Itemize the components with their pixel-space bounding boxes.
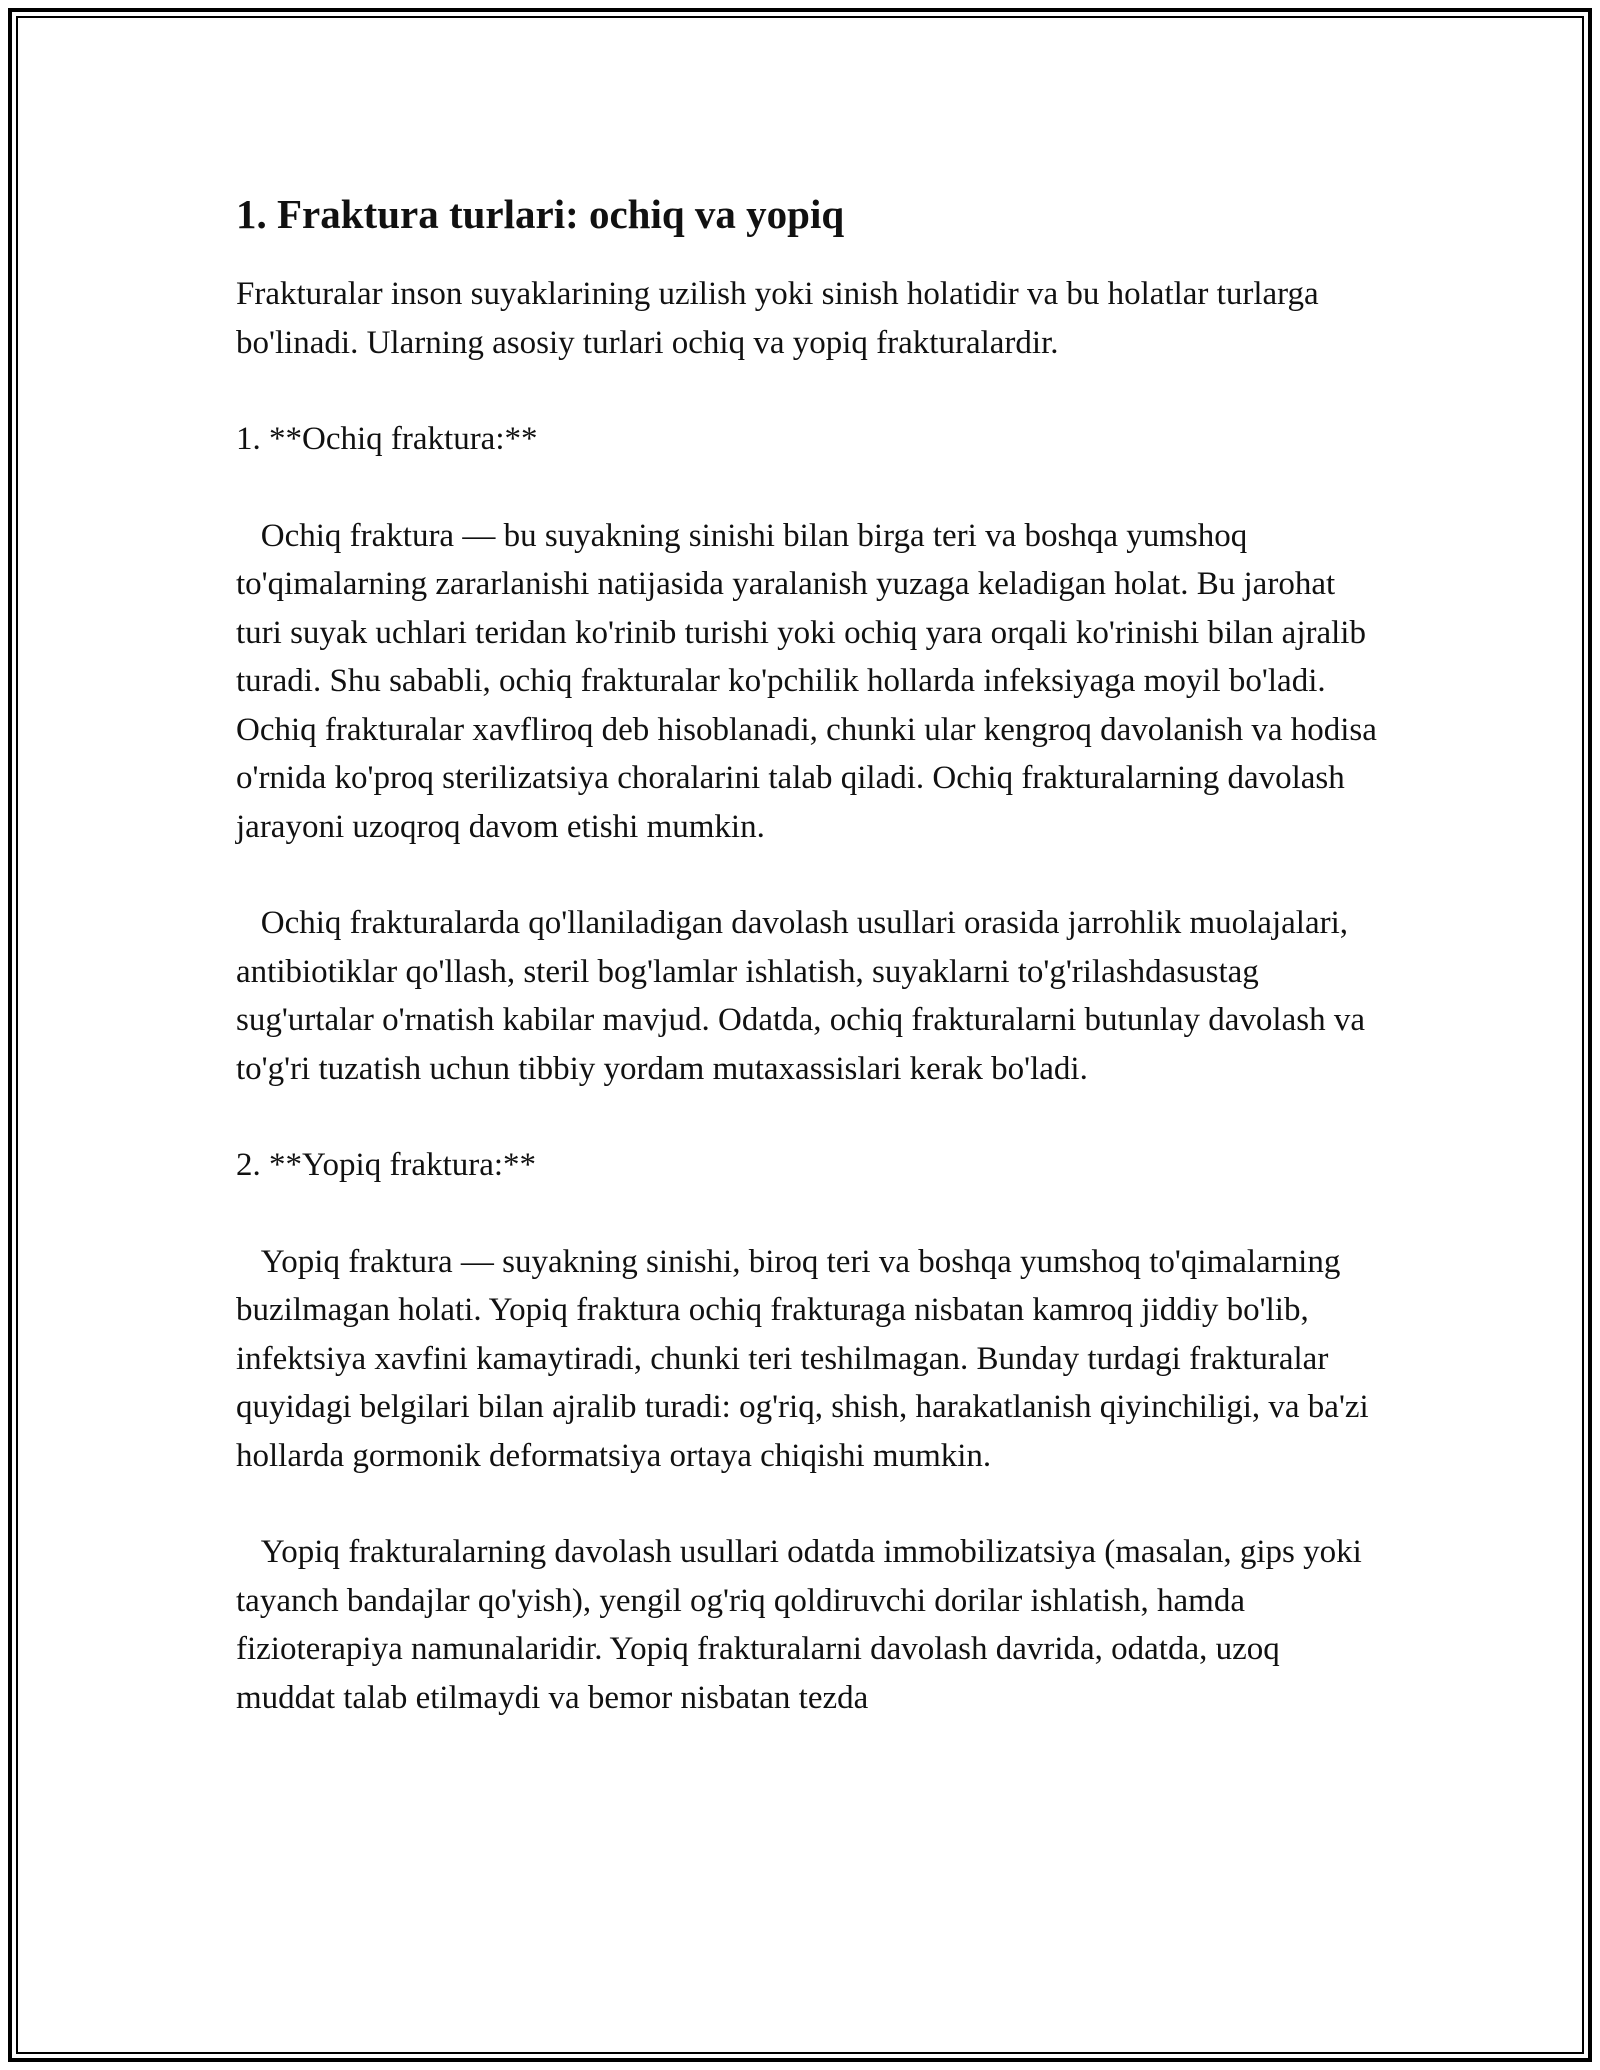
open-fracture-paragraph-2: Ochiq frakturalarda qo'llaniladigan davolash usullari orasida jarrohlik muolajalari, antibiotiklar qo'llash, steril bog'lamlar ishlatish, suyaklarni to'g'rilashdasustag sug'urtalar o'rnatish kabilar mavjud. Odatda, ochiq frakturalarni butunlay davolash va to'g'ri tuzatish uchun tibbiy yordam mutaxassislari kerak bo'ladi. (236, 905, 1374, 1087)
intro-paragraph: Frakturalar inson suyaklarining uzilish yoki sinish holatidir va bu holatlar turlarga bo'linadi. Ularning asosiy turlari ochiq va yopiq frakturalardir. (236, 276, 1327, 361)
section-heading-open-fracture: 1. **Ochiq fraktura:** (236, 421, 538, 457)
document-title: 1. Fraktura turlari: ochiq va yopiq (236, 191, 845, 237)
document-page (236, 186, 1386, 1722)
closed-fracture-paragraph-1: Yopiq fraktura — suyakning sinishi, biroq teri va boshqa yumshoq to'qimalarning buzilmagan holati. Yopiq fraktura ochiq frakturaga nisbatan kamroq jiddiy bo'lib, infektsiya xavfini kamaytiradi, chunki teri teshilmagan. Bunday turdagi frakturalar quyidagi belgilari bilan ajralib turadi: og'riq, shish, harakatlanish qiyinchiligi, va ba'zi hollarda gormonik deformatsiya ortaya chiqishi mumkin. (236, 1243, 1377, 1474)
section-heading-closed-fracture: 2. **Yopiq fraktura:** (236, 1147, 537, 1183)
open-fracture-paragraph-1: Ochiq fraktura — bu suyakning sinishi bilan birga teri va boshqa yumshoq to'qimalarning zararlanishi natijasida yaralanish yuzaga keladigan holat. Bu jarohat turi suyak uchlari teridan ko'rinib turishi yoki ochiq yara orqali ko'rinishi bilan ajralib turadi. Shu sababli, ochiq frakturalar ko'pchilik hollarda infeksiyaga moyil bo'ladi. Ochiq frakturalar xavfliroq deb hisoblanadi, chunki ular kengroq davolanish va hodisa o'rnida ko'proq sterilizatsiya choralarini talab qiladi. Ochiq frakturalarning davolash jarayoni uzoqroq davom etishi mumkin. (236, 517, 1386, 845)
closed-fracture-paragraph-2: Yopiq frakturalarning davolash usullari odatda immobilizatsiya (masalan, gips yoki tayanch bandajlar qo'yish), yengil og'riq qoldiruvchi dorilar ishlatish, hamda fizioterapiya namunalaridir. Yopiq frakturalarni davolash davrida, odatda, uzoq muddat talab etilmaydi va bemor nisbatan tezda (236, 1534, 1371, 1716)
